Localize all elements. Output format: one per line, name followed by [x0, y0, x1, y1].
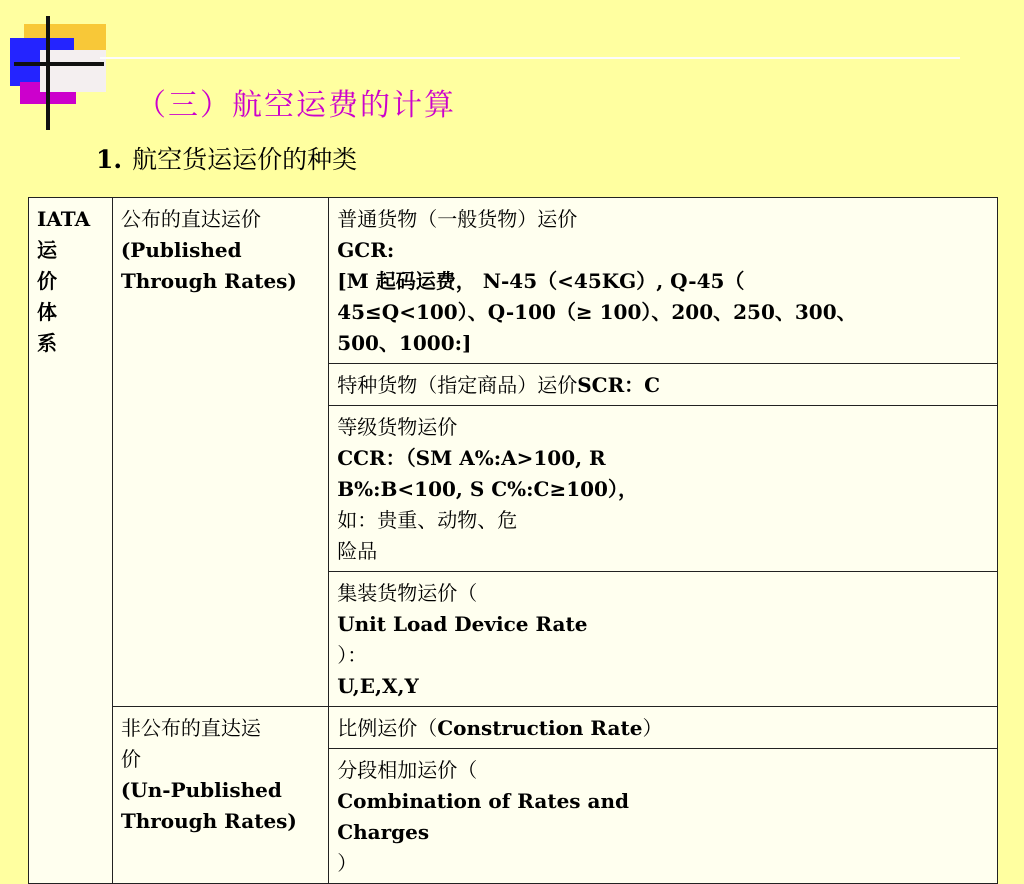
rate-cell-ccr [329, 406, 998, 572]
unpublished-rates-cell [112, 707, 328, 884]
system-label-line: IATA [37, 207, 91, 231]
slide-title: （三）航空运费的计算 [136, 88, 456, 123]
rate-text: 集装货物运价（ [337, 581, 478, 605]
system-label-line: 系 [37, 331, 57, 355]
unpublished-rates-line: Through Rates) [120, 809, 297, 833]
system-label-line: 运 [37, 238, 57, 262]
rate-text: 价 [120, 747, 141, 771]
rate-text: SCR：C [577, 373, 661, 397]
subtitle-number: 1. [96, 145, 123, 174]
rate-text: 特种货物（指定商品）运价 [337, 373, 578, 397]
rate-cell-line: 500、1000:] [337, 331, 472, 355]
rate-text: CCR：（SM A%:A>100, R [337, 446, 606, 470]
rate-text: GCR: [337, 238, 395, 262]
published-rates-line: 公布的直达运价 [120, 207, 261, 231]
rate-cell-line [337, 412, 989, 474]
rate-cell-construction [329, 707, 998, 749]
system-label-line: 价 [37, 269, 57, 293]
rate-text: 普通货物（一般货物）运价 [337, 207, 578, 231]
unpublished-rates-line: 非公布的直达运 [120, 716, 261, 740]
rate-cell-combination [329, 749, 998, 884]
rate-cell-line [337, 578, 989, 671]
system-label-line: 体 [37, 300, 57, 324]
rate-text: Combination of Rates and [337, 789, 629, 813]
rate-cell-line: 45≤Q<100）、Q-100（≥ 100）、200、250、300、 [337, 300, 857, 324]
rate-text: ） [642, 716, 663, 740]
system-label-cell [29, 198, 113, 884]
rate-cell-scr [329, 364, 998, 406]
rate-text: Construction Rate [437, 716, 643, 740]
rate-text: 比例运价（ [337, 716, 438, 740]
rate-cell-line [337, 204, 989, 266]
decor-top-rule [100, 57, 960, 59]
rate-cell-line: 险品 [337, 539, 378, 563]
rate-cell-line [337, 817, 989, 879]
rate-text: ）： [337, 643, 368, 667]
rate-text: (Un-Published [120, 778, 282, 802]
published-rates-line: (Published [120, 238, 242, 262]
decor-cross-vertical [46, 16, 50, 130]
table-row [29, 707, 998, 749]
rate-text: 分段相加运价（ [337, 758, 478, 782]
rate-cell-line [337, 755, 989, 817]
rate-text: 如：贵重、动物、危 [337, 508, 518, 532]
rate-cell-uld [329, 572, 998, 707]
rate-text: ） [337, 851, 358, 875]
published-rates-line: Through Rates) [120, 269, 297, 293]
published-rates-cell [112, 198, 328, 707]
table-row [29, 198, 998, 364]
slide-subtitle [96, 140, 357, 176]
rate-text: 等级货物运价 [337, 415, 458, 439]
subtitle-text: 航空货运运价的种类 [132, 145, 358, 174]
rate-text: Unit Load Device Rate [337, 612, 588, 636]
rates-table [28, 197, 998, 884]
rate-text: B%:B<100, S C%:C≥100）， [337, 477, 638, 501]
rate-cell-gcr [329, 198, 998, 364]
unpublished-rates-line [121, 744, 320, 806]
rate-cell-line: [M 起码运费， N-45（<45KG）, Q-45（ [337, 269, 745, 293]
rate-cell-line: U,E,X,Y [337, 674, 419, 698]
rate-cell-line [337, 474, 989, 536]
rate-text: Charges [337, 820, 430, 844]
decor-cross-horizontal [14, 62, 104, 66]
